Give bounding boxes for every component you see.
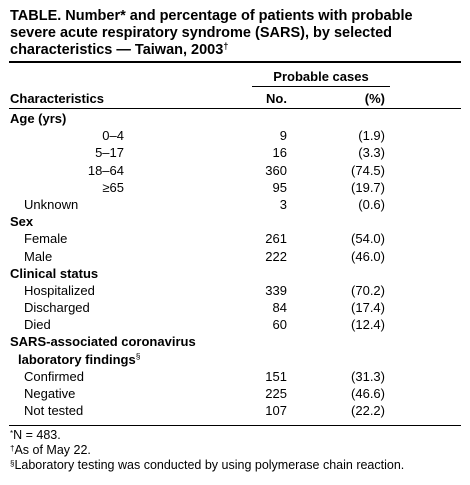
row-pct: (54.0) [351, 231, 385, 247]
row-no: 95 [272, 179, 287, 195]
no-header: No. [266, 91, 287, 106]
table-body [0, 110, 470, 419]
section-heading [0, 333, 470, 350]
row-label: Hospitalized [24, 282, 95, 298]
row-no: 9 [279, 128, 287, 144]
row-no: 225 [265, 386, 287, 401]
probable-cases-header: Probable cases [273, 69, 369, 84]
row-pct: (31.3) [351, 368, 385, 384]
table-row [0, 127, 470, 144]
section-label: Age (yrs) [10, 111, 67, 126]
section-heading [0, 213, 470, 230]
row-label: Female [24, 231, 68, 247]
footnote-text: As of May 22. [14, 443, 91, 457]
row-pct: (3.3) [358, 145, 385, 161]
table-row [0, 282, 470, 299]
section-label: Clinical status [10, 265, 99, 281]
table-row [0, 385, 470, 402]
row-pct: (46.6) [351, 386, 385, 401]
section-label: SARS-associated coronavirus [10, 334, 196, 350]
section-label-cont-text: laboratory findings [18, 351, 136, 367]
section-heading-cont [0, 351, 470, 368]
bottom-rule [9, 425, 461, 426]
row-no: 107 [265, 403, 287, 419]
table-title [10, 8, 462, 59]
footnote-mark: * [10, 429, 14, 438]
table-title-text: TABLE. Number* and percentage of patients with probable severe acute respiratory syndrome (SARS), by selected characteristics — Taiwan, 2003 [10, 8, 413, 58]
pct-header: (%) [364, 91, 385, 106]
footnote-mark: † [10, 444, 15, 453]
table-row [0, 248, 470, 265]
characteristics-header: Characteristics [10, 91, 104, 106]
table-row [0, 179, 470, 196]
row-no: 222 [265, 248, 287, 264]
section-label-cont [18, 351, 140, 368]
table-row [0, 316, 470, 333]
row-pct: (19.7) [351, 179, 385, 195]
row-no: 339 [265, 282, 287, 298]
section-heading [0, 265, 470, 282]
row-label: Not tested [24, 403, 84, 419]
row-label: 5–17 [95, 145, 124, 161]
row-label: Discharged [24, 300, 90, 316]
footnote [10, 458, 404, 473]
footnote-mark: § [10, 459, 15, 468]
footnote-text: Laboratory testing was conducted by using polymerase chain reaction. [14, 458, 405, 472]
row-label: Died [24, 317, 51, 333]
footnote [10, 443, 404, 458]
row-pct: (46.0) [351, 248, 385, 264]
footnotes [10, 428, 404, 473]
row-no: 16 [272, 145, 287, 161]
row-no: 3 [279, 196, 287, 212]
table-row [0, 144, 470, 161]
row-no: 84 [272, 300, 287, 316]
row-pct: (22.2) [351, 403, 385, 419]
table-row [0, 196, 470, 213]
row-no: 151 [265, 368, 287, 384]
title-footnote-mark: † [223, 41, 229, 51]
row-label: ≥65 [102, 179, 124, 195]
section-heading [0, 110, 470, 127]
row-label: Male [24, 248, 53, 264]
row-pct: (0.6) [358, 196, 385, 212]
row-label: 0–4 [102, 128, 124, 144]
row-label: Unknown [24, 196, 79, 212]
top-rule [9, 61, 461, 63]
row-label: Negative [24, 386, 76, 401]
row-no: 360 [265, 162, 287, 178]
footnote-text: N = 483. [13, 428, 61, 442]
row-label: 18–64 [87, 162, 124, 178]
row-pct: (74.5) [351, 162, 385, 178]
table-row [0, 299, 470, 316]
table-row [0, 162, 470, 179]
row-label: Confirmed [24, 368, 84, 384]
row-pct: (12.4) [351, 317, 385, 333]
row-no: 261 [265, 231, 287, 247]
table-row [0, 368, 470, 385]
table-row [0, 230, 470, 247]
section-label: Sex [10, 214, 34, 230]
row-pct: (1.9) [358, 128, 385, 144]
table-row [0, 402, 470, 419]
row-pct: (17.4) [351, 300, 385, 316]
footnote [10, 428, 404, 443]
header-rule [9, 108, 461, 109]
section-footnote-mark: § [135, 350, 141, 361]
row-pct: (70.2) [351, 282, 385, 298]
row-no: 60 [272, 317, 287, 333]
probable-cases-rule [252, 86, 390, 87]
